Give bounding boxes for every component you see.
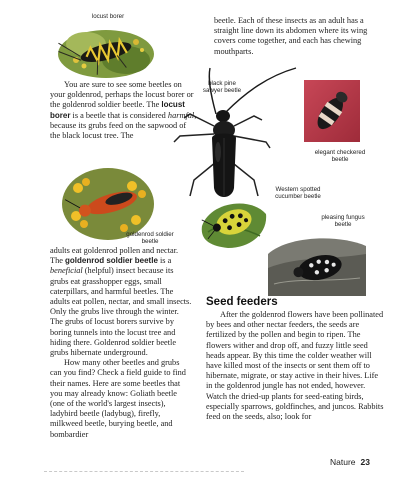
seed-feeders-paragraph: After the goldenrod flowers have been pollinated by bees and other nectar feeders, the seeds are fertilized by the pollen and begin to ripen. The flowers wither and drop off, and fuzzy little seed heads appear. By this time the colder weather will have killed most of the insects or sent them off to hibernate, migrate, or stay active in their hives. Life in the goldenrod jungle has not ended, however. Watch the dried-up plants for seed-eating birds, especially sparrows, goldfinches, and juncos. Rabbits feed on the seeds, also; look for bbox=[206, 310, 384, 422]
western-spotted-caption: Western spotted cucumber beetle bbox=[275, 186, 321, 200]
left-lower-column bbox=[50, 246, 192, 440]
goldenrod-soldier-term: goldenrod soldier beetle bbox=[64, 256, 158, 266]
black-pine-sawyer-caption: black pine sawyer beetle bbox=[202, 80, 242, 94]
beetles-question-paragraph: How many other beetles and grubs can you find? Check a field guide to find their names. Here are some beetles that you may already know: Goliath beetle (one of the world's largest insects), ladybird beetle (ladybug), firefly, milkweed beetle, burying beetle, and bombardier bbox=[50, 358, 186, 439]
soldier-text-1: adults eat goldenrod pollen and nectar. The bbox=[50, 246, 179, 266]
locust-borer-term: locust borer bbox=[50, 100, 185, 120]
pleasing-fungus-caption: pleasing fungus beetle bbox=[321, 214, 365, 228]
soldier-text-3: (helpful) insect because its grubs eat grasshopper eggs, small caterpillars, and harmful beetles. The adults eat pollen, nectar, and small insects. Only the grubs live through the winter. The grubs of locust borers survive by boring tunnels into the locust tree and hiding there. Goldenrod soldier beetle grubs hibernate underground. bbox=[50, 266, 192, 358]
page-footer bbox=[330, 457, 370, 467]
elegant-checkered-caption: elegant checkered beetle bbox=[314, 149, 366, 163]
locust-borer-photo bbox=[56, 14, 156, 82]
seed-feeders-heading: Seed feeders bbox=[206, 296, 278, 308]
goldenrod-soldier-caption: goldenrod soldier beetle bbox=[126, 231, 174, 245]
locust-borer-caption: locust borer bbox=[91, 13, 125, 20]
elegant-checkered-beetle-photo bbox=[304, 80, 360, 142]
beetles-intro-text-3: , because its grubs feed on the sapwood of the black locust tree. The bbox=[50, 110, 197, 141]
harmful-term: harmful bbox=[167, 110, 195, 120]
beneficial-term: beneficial bbox=[50, 266, 83, 276]
soldier-text-2: is a bbox=[157, 256, 172, 266]
pleasing-fungus-beetle-photo bbox=[268, 234, 366, 296]
western-spotted-beetle-photo bbox=[200, 196, 268, 250]
page-number: 23 bbox=[360, 457, 370, 467]
intro-continuation-text: beetle. Each of these insects as an adult has a straight line down its abdomen where its wing covers come together, and each has chewing mouthparts. bbox=[214, 16, 368, 56]
section-label: Nature bbox=[330, 457, 356, 467]
bottom-rule bbox=[44, 471, 244, 472]
beetles-intro-text-2: is a beetle that is considered bbox=[70, 110, 168, 120]
beetles-intro-text-1: You are sure to see some beetles on your goldenrod, perhaps the locust borer or the goldenrod soldier beetle. The bbox=[50, 80, 194, 110]
goldenrod-soldier-beetle-photo bbox=[62, 168, 154, 240]
soldier-beetle-paragraph bbox=[50, 246, 192, 358]
